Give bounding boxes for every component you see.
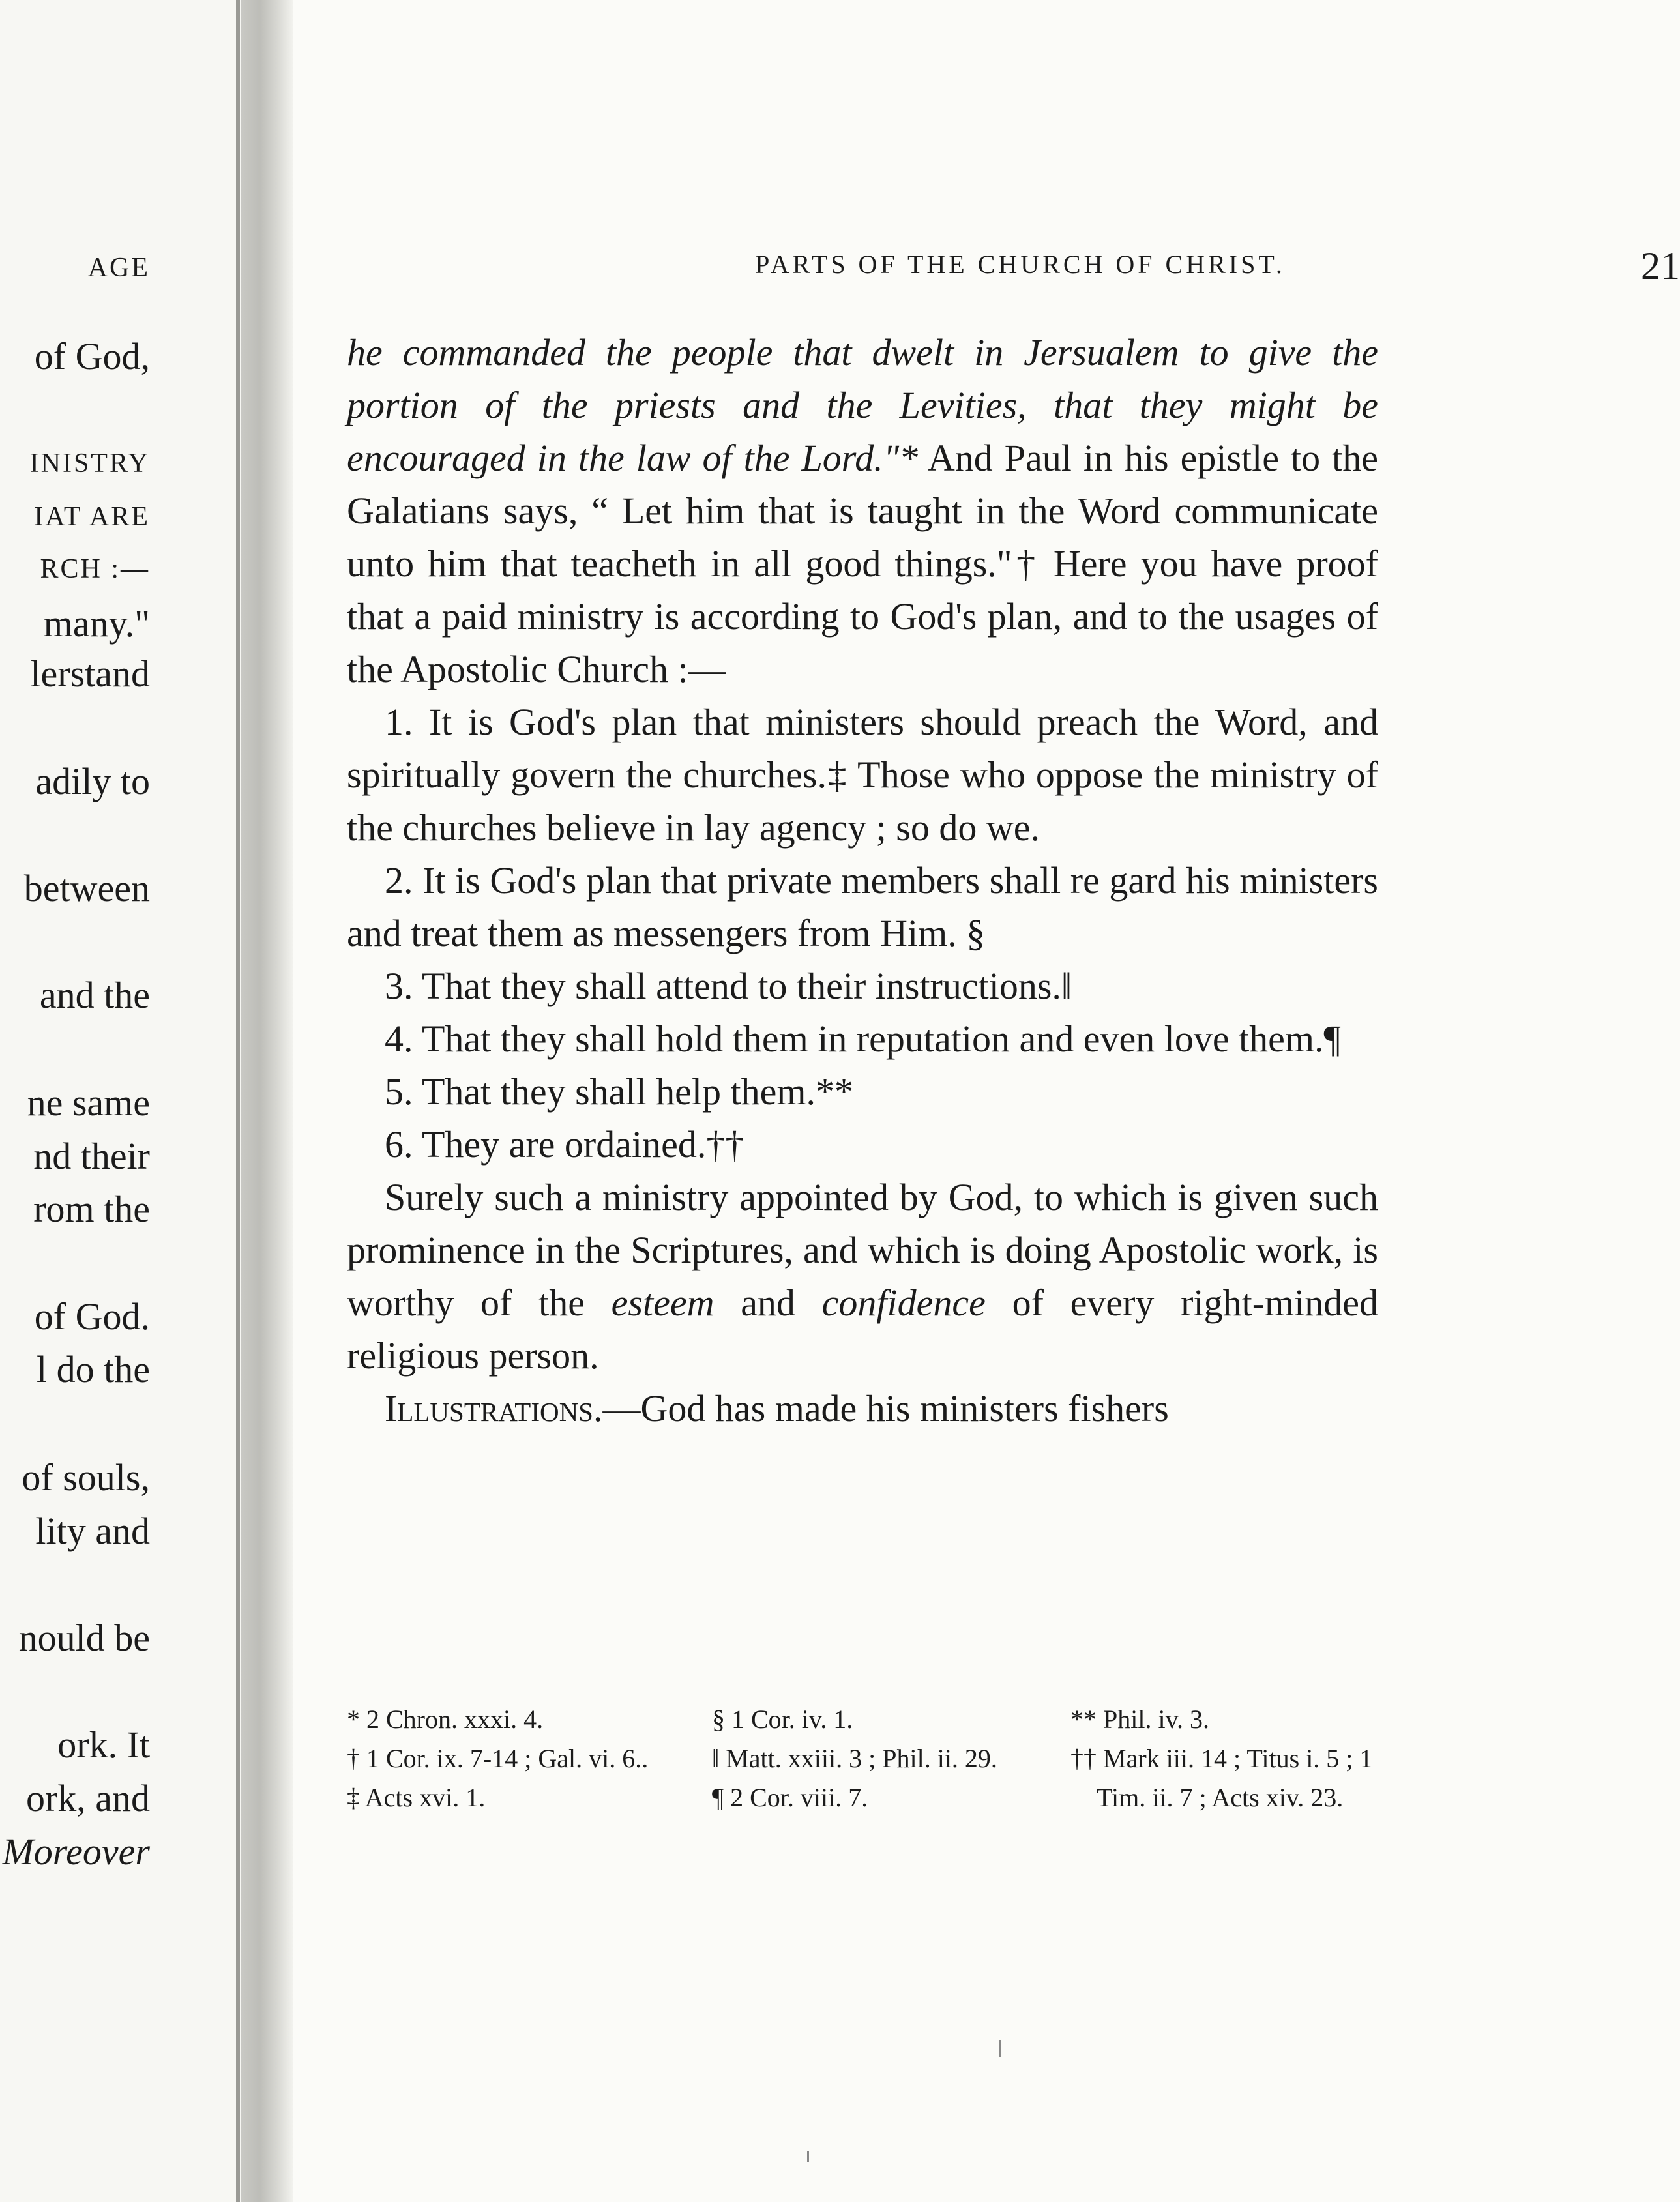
running-head-title: PARTS OF THE CHURCH OF CHRIST. bbox=[755, 250, 1286, 279]
footnote: ** Phil. iv. 3. bbox=[1070, 1705, 1209, 1734]
list-item: 1. It is God's plan that ministers should preach the Word, and spiritually govern the churches.‡ Those who oppose the ministry of the churches believe in lay agency ; so do we. bbox=[347, 701, 1378, 849]
facing-page-line: INISTRY bbox=[29, 448, 150, 478]
footnote: ‡ Acts xvi. 1. bbox=[347, 1783, 486, 1812]
page-edge bbox=[236, 0, 240, 2202]
facing-page-line: ne same bbox=[27, 1081, 150, 1124]
list-item: 2. It is God's plan that private members shall re gard his ministers and treat them as messengers from Him. § bbox=[347, 859, 1378, 954]
illustrations-label: Illustrations. bbox=[385, 1387, 603, 1430]
facing-page-line: of God, bbox=[34, 335, 150, 377]
list-item: 5. That they shall help them.** bbox=[385, 1070, 853, 1113]
footnote-column bbox=[1070, 1700, 1383, 1817]
paragraph-quote bbox=[347, 326, 1378, 696]
facing-page-line: Moreover bbox=[2, 1830, 150, 1873]
footnote: * 2 Chron. xxxi. 4. bbox=[347, 1705, 544, 1734]
facing-page-line: of souls, bbox=[22, 1456, 150, 1499]
facing-page-line: adily to bbox=[35, 760, 150, 802]
footnote-column bbox=[347, 1700, 686, 1817]
text-run: and bbox=[714, 1282, 822, 1324]
text-run: Surely such a ministry appointed by God, to which is given such prominence in the Scriptures, and which is doing Apostolic work, is worthy of the bbox=[347, 1176, 1378, 1324]
facing-page-line: and the bbox=[39, 974, 150, 1016]
body-text bbox=[347, 326, 1378, 1435]
facing-page-line: of God. bbox=[34, 1295, 150, 1338]
facing-page-line: nould be bbox=[18, 1617, 150, 1659]
footnote: § 1 Cor. iv. 1. bbox=[712, 1705, 853, 1734]
footnote-column bbox=[712, 1700, 1051, 1817]
facing-page-line: lity and bbox=[35, 1510, 150, 1552]
footnote: †† Mark iii. 14 ; Titus i. 5 ; 1 Tim. ii. 7 ; Acts xiv. 23. bbox=[1070, 1744, 1373, 1812]
footnote: ¶ 2 Cor. viii. 7. bbox=[712, 1783, 868, 1812]
paragraph-text: And Paul in his epistle to the Galatians says, “ Let him that is taught in the Word communicate unto him that teacheth in all good things."† Here you have proof that a paid ministry is according to God's plan, and to the usages of the Apostolic Church :— bbox=[347, 437, 1378, 690]
italic-word: confidence bbox=[821, 1282, 986, 1324]
facing-page-line: rom the bbox=[33, 1188, 150, 1230]
list-item: 3. That they shall attend to their instructions.‖ bbox=[385, 965, 1072, 1007]
facing-page-line: lerstand bbox=[30, 653, 150, 695]
facing-page-line: nd their bbox=[33, 1135, 150, 1177]
scan-speck bbox=[999, 2040, 1001, 2057]
right-page bbox=[293, 0, 1680, 2202]
text-run: of every right-minded religious person. bbox=[347, 1282, 1378, 1377]
facing-page-line: ork. It bbox=[57, 1724, 150, 1766]
scan-speck bbox=[807, 2151, 809, 2162]
facing-page-line: RCH :— bbox=[40, 554, 150, 584]
list-item: 4. That they shall hold them in reputation and even love them.¶ bbox=[385, 1018, 1341, 1060]
facing-page-line: IAT ARE bbox=[34, 502, 150, 532]
italic-quote: he commanded the people that dwelt in Jersualem to give the portion of the priests and the Levities, that they might be encouraged in the law of the Lord."* bbox=[347, 331, 1378, 479]
list-item: 6. They are ordained.†† bbox=[385, 1123, 744, 1166]
facing-page-fragment bbox=[0, 0, 246, 2202]
footnote: ‖ Matt. xxiii. 3 ; Phil. ii. 29. bbox=[712, 1744, 997, 1773]
facing-page-line: between bbox=[23, 867, 150, 909]
facing-page-line: ork, and bbox=[25, 1777, 150, 1819]
paragraph-illustrations bbox=[347, 1382, 1378, 1435]
facing-page-line: l do the bbox=[37, 1348, 150, 1390]
paragraph-surely bbox=[347, 1171, 1378, 1382]
facing-page-line: AGE bbox=[87, 253, 150, 283]
facing-page-line: many." bbox=[43, 602, 150, 645]
text-run: —God has made his ministers fishers bbox=[602, 1387, 1169, 1430]
running-head bbox=[518, 244, 1680, 288]
page-number: 21 bbox=[1641, 244, 1680, 287]
italic-word: esteem bbox=[611, 1282, 715, 1324]
book-gutter bbox=[241, 0, 293, 2202]
footnote: † 1 Cor. ix. 7-14 ; Gal. vi. 6.. bbox=[347, 1744, 649, 1773]
